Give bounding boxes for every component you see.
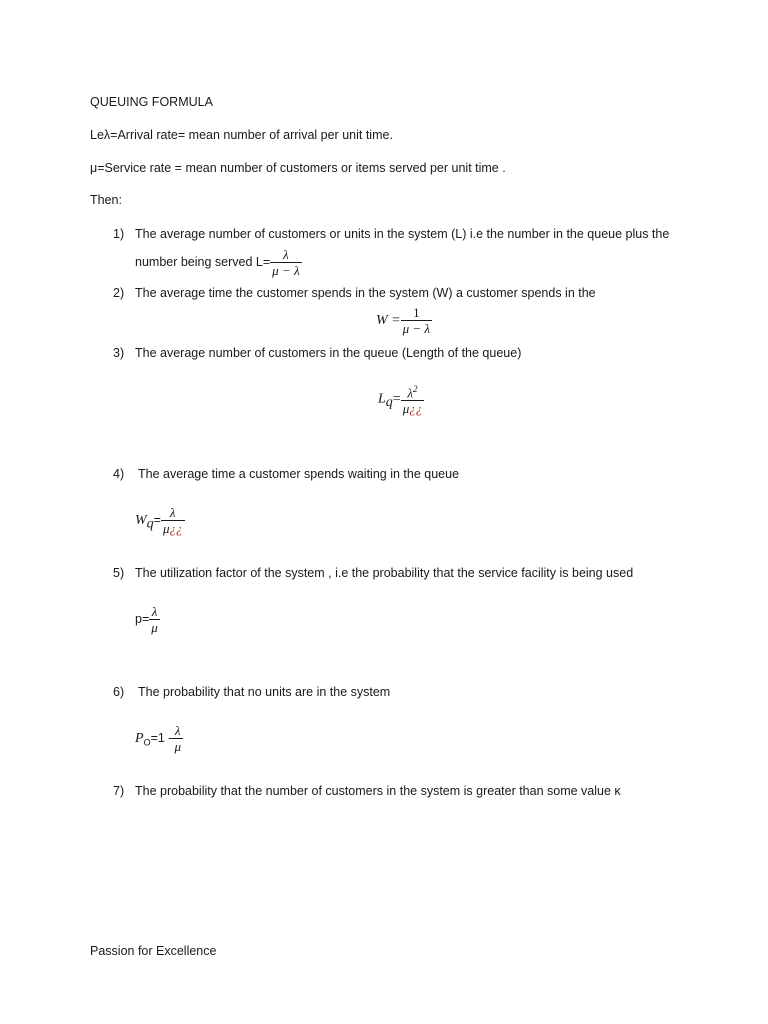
doc-title: QUEUING FORMULA [90, 95, 213, 109]
item-4-number: 4) [113, 467, 125, 481]
item-4-text: The average time a customer spends waiting in the queue [138, 467, 460, 481]
fraction-l: $\frac{\lambda}{\mu - \lambda}$ [272, 247, 300, 278]
item-7-number: 7) [113, 784, 125, 798]
item-5-text: The utilization factor of the system , i.e the probability that the service facility is being used [135, 566, 634, 580]
fraction-wq: $\frac{\lambda}{\mu¿¿}$ [162, 505, 183, 536]
formula-4: $W_q=$ $\frac{\lambda}{\mu¿¿}$ [135, 505, 183, 536]
item-3-number: 3) [113, 346, 125, 360]
formula-1 [135, 247, 302, 278]
fraction-p0: $\frac{\lambda}{\mu}$ [174, 723, 181, 754]
formula-5: p= $\frac{\lambda}{\mu}$ [135, 604, 158, 635]
formula-2: W = $\frac{1}{\mu - \lambda}$ [376, 305, 431, 336]
item-2-text: The average time the customer spends in the system (W) a customer spends in the [135, 286, 596, 300]
item-1-text: The average number of customers or units in the system (L) i.e the number in the queue plus the [135, 227, 670, 241]
service-rate-definition: μ=Service rate = mean number of customers or items served per unit time . [90, 161, 506, 175]
formula-6: $P_O=1$ - $\frac{\lambda}{\mu}$ [135, 723, 181, 754]
item-7-text: The probability that the number of customers in the system is greater than some value κ [135, 784, 621, 798]
page-footer: Passion for Excellence [90, 944, 217, 958]
item-1-text-cont: number being served L= [135, 254, 271, 269]
item-5-number: 5) [113, 566, 125, 580]
item-6-text: The probability that no units are in the system [138, 685, 391, 699]
formula-3: $L_q=$ $\frac{\lambda^2}{\mu¿¿}$ [378, 384, 423, 417]
item-3-text: The average number of customers in the queue (Length of the queue) [135, 346, 522, 360]
item-1-number: 1) [113, 227, 125, 241]
arrival-rate-definition: Leλ=Arrival rate= mean number of arrival per unit time. [90, 128, 393, 142]
fraction-p: $\frac{\lambda}{\mu}$ [151, 604, 158, 635]
item-2-number: 2) [113, 286, 125, 300]
fraction-lq: $\frac{\lambda^2}{\mu¿¿}$ [402, 384, 423, 417]
fraction-w: $\frac{1}{\mu - \lambda}$ [402, 305, 431, 336]
item-6-number: 6) [113, 685, 125, 699]
then-label: Then: [90, 193, 122, 207]
